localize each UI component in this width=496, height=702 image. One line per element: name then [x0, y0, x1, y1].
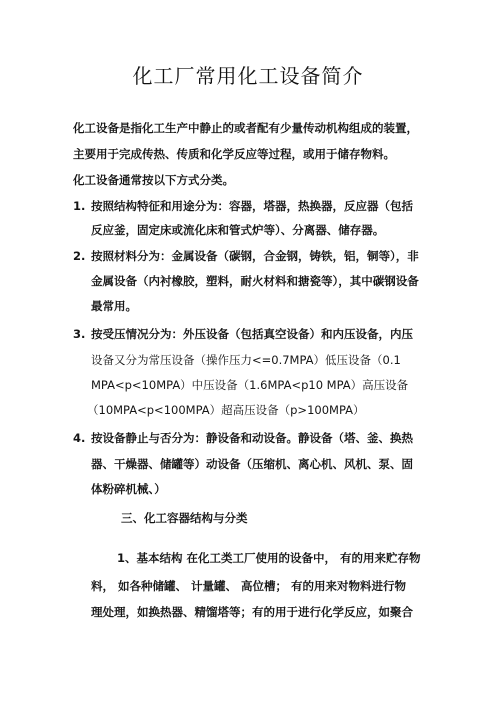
intro-line-1: 化工设备是指化工生产中静止的或者配有少量传动机构组成的装置， [73, 121, 418, 135]
list-item-line: MPA<p<10MPA）中压设备（1.6MPA<p10 MPA）高压设备 [91, 378, 409, 392]
list-item-number: 4. [73, 431, 86, 445]
list-item-line: 器、干燥器、储罐等）动设备（压缩机、离心机、风机、泵、固 [91, 457, 413, 471]
intro-line-3: 化工设备通常按以下方式分类。 [73, 173, 234, 187]
list-item-line: 按设备静止与否分为：静设备和动设备。静设备（塔、釜、换热 [91, 431, 413, 445]
list-item-line: 设备又分为常压设备（操作压力<=0.7MPA）低压设备（0.1 [91, 353, 401, 367]
list-item-line: 按照材料分为：金属设备（碳钢，合金钢，铸铁，铝，铜等），非 [91, 249, 419, 263]
intro-line-2: 主要用于完成传热、传质和化学反应等过程，或用于储存物料。 [73, 147, 395, 161]
list-item-line: 按照结构特征和用途分为：容器，塔器，热换器，反应器（包括 [91, 199, 413, 213]
list-item-number: 2. [73, 249, 86, 263]
list-item-number: 3. [73, 327, 86, 341]
list-item-line: （10MPA<p<100MPA）超高压设备（p>100MPA） [87, 403, 365, 417]
document-title: 化工厂常用化工设备简介 [132, 64, 364, 88]
list-item-line: 最常用。 [91, 299, 137, 313]
list-item-line: 金属设备（内衬橡胶，塑料，耐火材料和搪瓷等），其中碳钢设备 [91, 274, 419, 288]
paragraph-line-3: 理处理，如换热器、精馏塔等；有的用于进行化学反应，如聚合 [91, 605, 413, 619]
list-item-line: 按受压情况分为：外压设备（包括真空设备）和内压设备，内压 [91, 327, 413, 341]
list-item-line: 反应釜，固定床或流化床和管式炉等）、分离器、储存器。 [91, 223, 385, 237]
paragraph-line-2: 料， 如各种储罐、 计量罐、 高位槽； 有的用来对物料进行物 [91, 579, 407, 593]
list-item-number: 1. [73, 199, 86, 213]
paragraph-line-1: 1、基本结构 在化工类工厂使用的设备中， 有的用来贮存物 [117, 551, 421, 565]
section-heading: 三、化工容器结构与分类 [121, 511, 248, 525]
list-item-line: 体粉碎机械、） [91, 482, 166, 496]
